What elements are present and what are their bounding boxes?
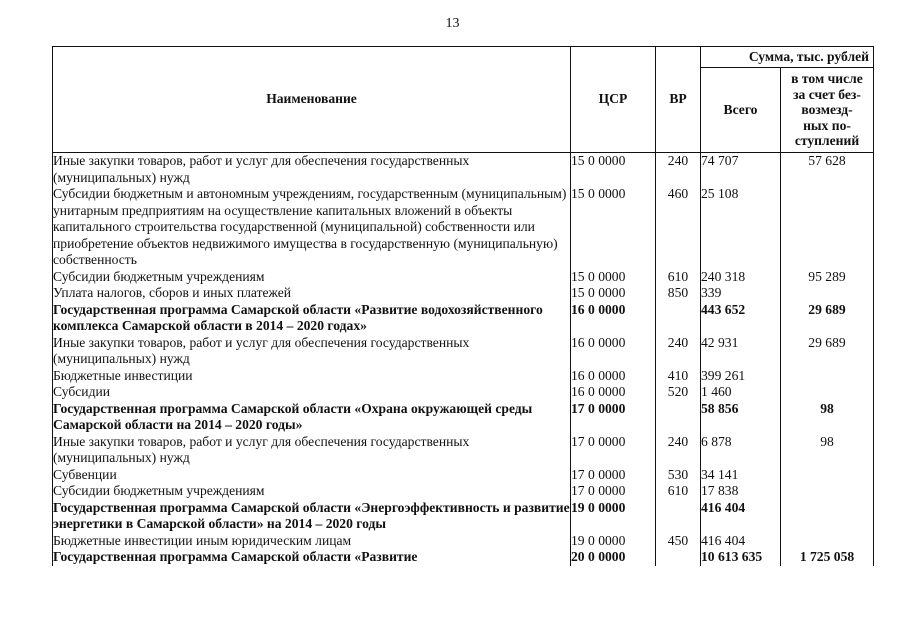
cell-free: 57 628 (781, 153, 874, 187)
cell-csr: 15 0 0000 (571, 153, 656, 187)
header-free-line: ступлений (794, 133, 860, 149)
cell-csr: 15 0 0000 (571, 269, 656, 286)
cell-csr: 15 0 0000 (571, 186, 656, 269)
table-row (53, 302, 874, 335)
cell-name: Субсидии бюджетным и автономным учреждениям, государственным (муниципальным) унитарным предприятиям на осуществление капитальных вложений в объекты капитального строительства государственной (муниципальной) собственности или приобретение объектов недвижимого имущества в государственную (муниципальную) собственность (53, 186, 571, 269)
cell-total: 17 838 (701, 483, 781, 500)
table-row (53, 285, 874, 302)
cell-free (781, 533, 874, 550)
cell-csr: 16 0 0000 (571, 335, 656, 368)
cell-vr: 850 (656, 285, 701, 302)
cell-free (781, 500, 874, 533)
header-free (781, 68, 874, 153)
cell-name: Субсидии бюджетным учреждениям (53, 483, 571, 500)
header-free-line: ных по- (803, 117, 851, 133)
cell-free: 1 725 058 (781, 549, 874, 566)
cell-total: 74 707 (701, 153, 781, 187)
cell-free (781, 186, 874, 269)
header-sum-group: Сумма, тыс. рублей (701, 47, 874, 68)
cell-free (781, 467, 874, 484)
table-header (53, 47, 874, 153)
cell-vr: 610 (656, 269, 701, 286)
cell-free: 29 689 (781, 335, 874, 368)
cell-csr: 15 0 0000 (571, 285, 656, 302)
header-vr: ВР (656, 47, 701, 153)
table-row (53, 533, 874, 550)
cell-vr: 520 (656, 384, 701, 401)
table-row (53, 483, 874, 500)
header-free-line: в том числе (791, 71, 863, 87)
cell-name: Иные закупки товаров, работ и услуг для обеспечения государственных (муниципальных) нужд (53, 434, 571, 467)
cell-name: Государственная программа Самарской области «Развитие водохозяйственного комплекса Самарской области в 2014 – 2020 годах» (53, 302, 571, 335)
cell-csr: 16 0 0000 (571, 302, 656, 335)
cell-name: Государственная программа Самарской области «Энергоэффективность и развитие энергетики в Самарской области» на 2014 – 2020 годы (53, 499, 570, 531)
table-row (53, 368, 874, 385)
cell-name: Государственная программа Самарской области «Развитие (53, 549, 571, 566)
cell-name: Бюджетные инвестиции (53, 368, 571, 385)
cell-vr (656, 549, 701, 566)
cell-total: 443 652 (701, 302, 781, 335)
table-row (53, 401, 874, 434)
table-row (53, 549, 874, 566)
budget-table (52, 46, 874, 566)
cell-name: Субсидии (53, 384, 571, 401)
cell-csr: 17 0 0000 (571, 467, 656, 484)
cell-vr: 460 (656, 186, 701, 269)
cell-free (781, 368, 874, 385)
cell-name: Бюджетные инвестиции иным юридическим лицам (53, 533, 571, 550)
cell-vr: 610 (656, 483, 701, 500)
cell-vr: 240 (656, 153, 701, 187)
cell-free (781, 285, 874, 302)
cell-free: 98 (781, 434, 874, 467)
table-row (53, 434, 874, 467)
cell-vr (656, 401, 701, 434)
cell-vr: 410 (656, 368, 701, 385)
header-free-line: возмезд- (801, 102, 853, 118)
table-row (53, 467, 874, 484)
cell-name: Государственная программа Самарской области «Охрана окружающей среды Самарской области на 2014 – 2020 годы» (53, 401, 571, 434)
table-body (53, 153, 874, 566)
header-name: Наименование (53, 47, 571, 153)
cell-csr: 17 0 0000 (571, 483, 656, 500)
header-csr: ЦСР (571, 47, 656, 153)
cell-vr: 240 (656, 434, 701, 467)
cell-total: 10 613 635 (701, 549, 781, 566)
cell-vr (656, 500, 701, 533)
cell-free: 95 289 (781, 269, 874, 286)
cell-name: Уплата налогов, сборов и иных платежей (53, 285, 571, 302)
cell-csr: 19 0 0000 (571, 500, 656, 533)
cell-csr: 17 0 0000 (571, 434, 656, 467)
table-row (53, 384, 874, 401)
table-row (53, 153, 874, 187)
cell-csr: 20 0 0000 (571, 549, 656, 566)
cell-vr (656, 302, 701, 335)
cell-vr: 530 (656, 467, 701, 484)
cell-csr: 19 0 0000 (571, 533, 656, 550)
cell-total: 416 404 (701, 533, 781, 550)
cell-total: 34 141 (701, 467, 781, 484)
cell-csr: 17 0 0000 (571, 401, 656, 434)
cell-total: 339 (701, 285, 781, 302)
header-total: Всего (701, 68, 781, 153)
cell-total: 25 108 (701, 186, 781, 269)
cell-vr: 450 (656, 533, 701, 550)
cell-name: Иные закупки товаров, работ и услуг для обеспечения государственных (муниципальных) нужд (53, 335, 571, 368)
table-row (53, 269, 874, 286)
cell-name: Субсидии бюджетным учреждениям (53, 269, 571, 286)
table-row (53, 500, 874, 533)
cell-csr: 16 0 0000 (571, 368, 656, 385)
cell-total: 42 931 (701, 335, 781, 368)
cell-free (781, 384, 874, 401)
cell-free (781, 483, 874, 500)
cell-name: Иные закупки товаров, работ и услуг для обеспечения государственных (муниципальных) нужд (53, 153, 571, 187)
header-free-line: за счет без- (793, 86, 861, 102)
table-row (53, 335, 874, 368)
cell-total: 1 460 (701, 384, 781, 401)
page-number: 13 (445, 16, 460, 31)
cell-free: 98 (781, 401, 874, 434)
cell-total: 240 318 (701, 269, 781, 286)
table-row (53, 186, 874, 269)
cell-free: 29 689 (781, 302, 874, 335)
cell-csr: 16 0 0000 (571, 384, 656, 401)
cell-vr: 240 (656, 335, 701, 368)
cell-name: Субвенции (53, 467, 571, 484)
cell-total: 58 856 (701, 401, 781, 434)
cell-total: 416 404 (701, 500, 781, 533)
cell-total: 399 261 (701, 368, 781, 385)
cell-total: 6 878 (701, 434, 781, 467)
